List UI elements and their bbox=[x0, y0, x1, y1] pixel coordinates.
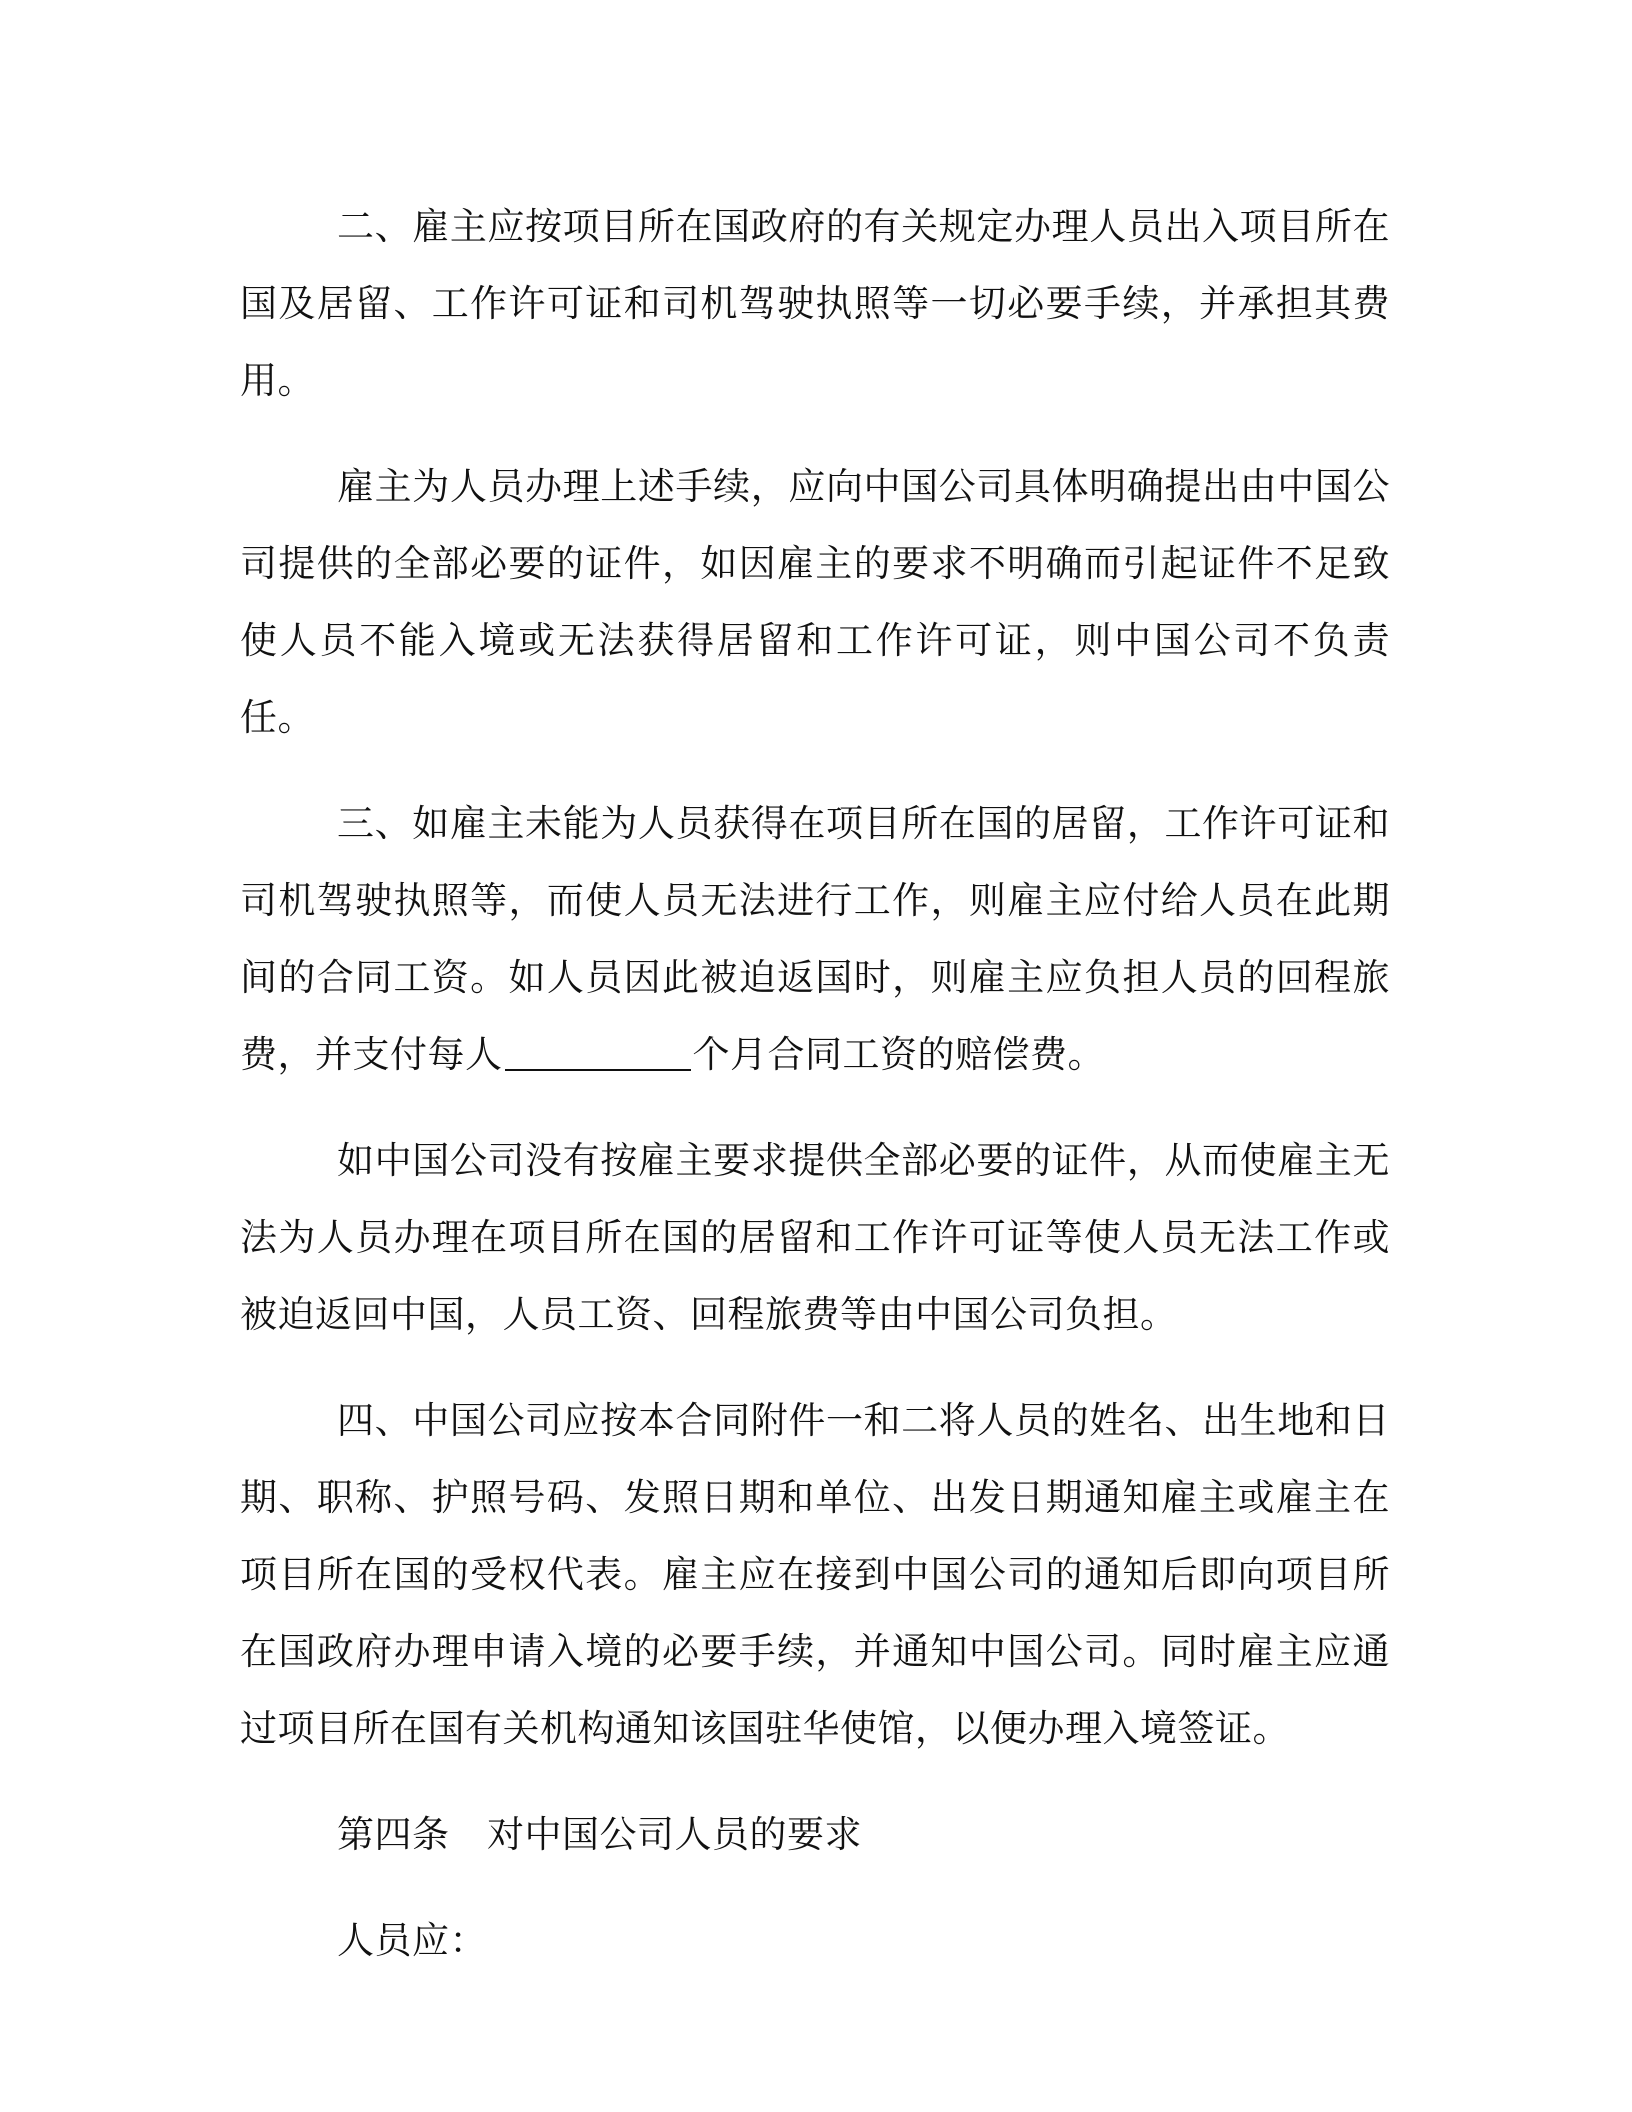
blank-fill-line bbox=[505, 1029, 691, 1071]
paragraph-entry-procedures: 二、雇主应按项目所在国政府的有关规定办理人员出入项目所在国及居留、工作许可证和司机驾驶执照等一切必要手续，并承担其费用。 bbox=[240, 205, 1390, 402]
paragraph-document-requirements: 雇主为人员办理上述手续，应向中国公司具体明确提出由中国公司提供的全部必要的证件，如因雇主的要求不明确而引起证件不足致使人员不能入境或无法获得居留和工作许可证，则中国公司不负责任。 bbox=[240, 465, 1390, 739]
document-page bbox=[240, 188, 1390, 2008]
paragraph-personnel-notification: 四、中国公司应按本合同附件一和二将人员的姓名、出生地和日期、职称、护照号码、发照日期和单位、出发日期通知雇主或雇主在项目所在国的受权代表。雇主应在接到中国公司的通知后即向项目所在国政府办理申请入境的必要手续，并通知中国公司。同时雇主应通过项目所在国有关机构通知该国驻华使馆，以便办理入境签证。 bbox=[240, 1399, 1390, 1750]
closing-line: 人员应： bbox=[337, 1919, 487, 1962]
article-heading: 第四条 对中国公司人员的要求 bbox=[337, 1813, 862, 1856]
compensation-text-before: 三、如雇主未能为人员获得在项目所在国的居留，工作许可证和司机驾驶执照等，而使人员无法进行工作，则雇主应付给人员在此期间的合同工资。如人员因此被迫返国时，则雇主应负担人员的回程旅费，并支付每人 bbox=[240, 802, 1390, 1076]
compensation-text-after: 个月合同工资的赔偿费。 bbox=[692, 1033, 1105, 1076]
paragraph-chinese-company-liability: 如中国公司没有按雇主要求提供全部必要的证件，从而使雇主无法为人员办理在项目所在国的居留和工作许可证等使人员无法工作或被迫返回中国，人员工资、回程旅费等由中国公司负担。 bbox=[240, 1139, 1390, 1336]
paragraph-compensation bbox=[240, 785, 1390, 1093]
